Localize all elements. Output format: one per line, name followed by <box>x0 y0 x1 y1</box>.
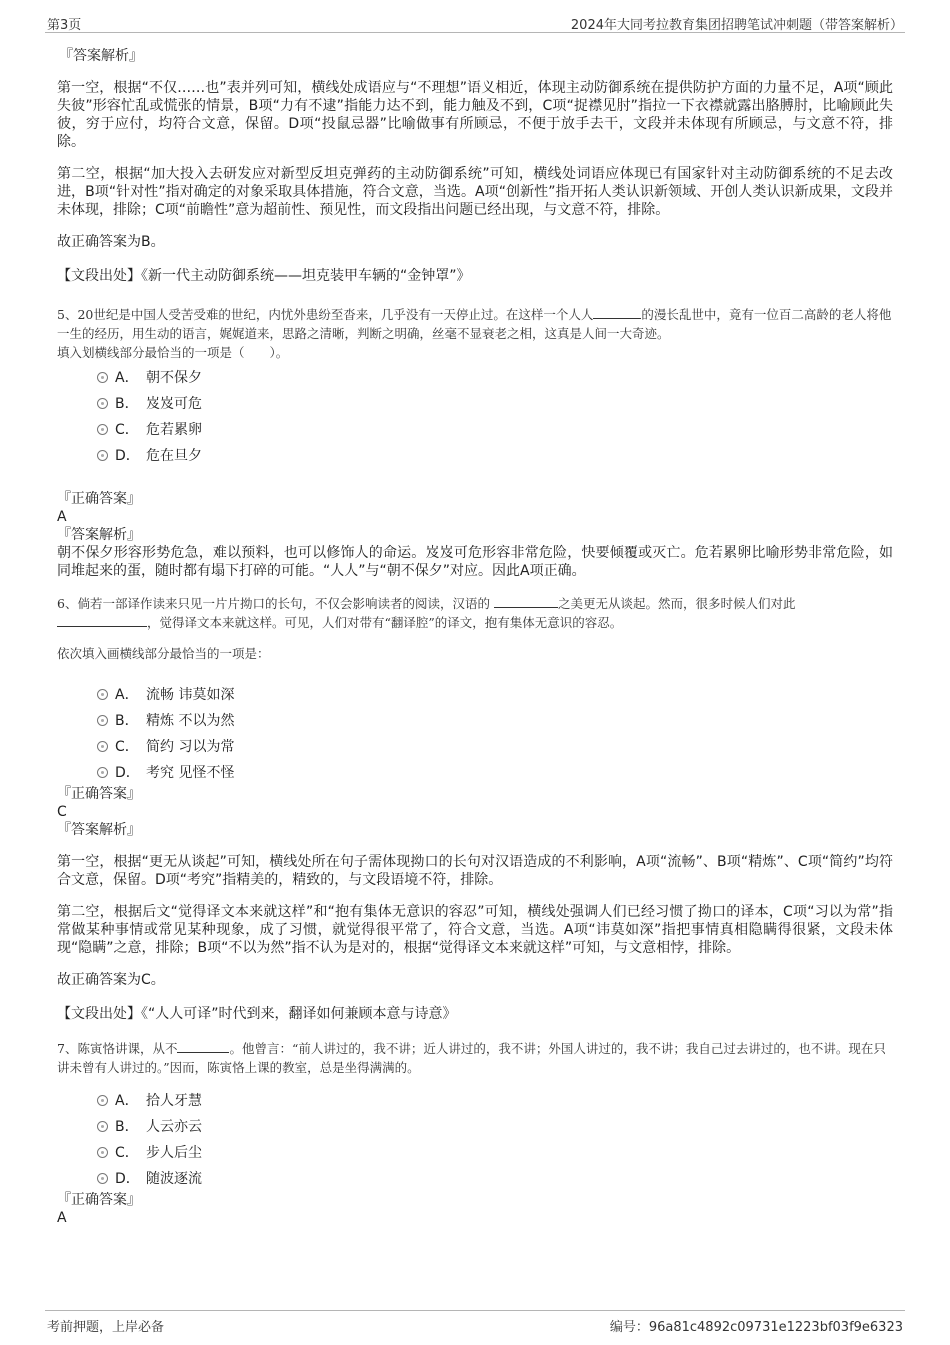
main-content <box>57 45 893 1227</box>
q4-analysis-p1: 第一空，根据“不仅……也”表并列可知，横线处成语应与“不理想”语义相近，体现主动防御系统在提供防护方面的力量不足，A项“顾此失彼”形容忙乱或慌张的情景，B项“力有不逮”指能力达不到，能力触及不到，C项“捉襟见肘”指拉一下衣襟就露出胳膊肘，比喻顾此失彼，穷于应付，均符合文意，保留。D项“投鼠忌器”比喻做事有所顾忌，不便于放手去干，文段并未体现有所顾忌，与文意不符，排除。 <box>57 80 893 150</box>
q6-answer: C <box>57 804 67 820</box>
q7-answer-label: 『正确答案』 <box>57 1192 141 1208</box>
q5-option-b[interactable]: B． 岌岌可危 <box>57 390 893 416</box>
page-header <box>45 10 905 33</box>
radio-icon[interactable] <box>97 1147 108 1158</box>
radio-icon[interactable] <box>97 1095 108 1106</box>
page-footer <box>45 1310 905 1335</box>
q7-option-c[interactable]: C． 步人后尘 <box>57 1139 893 1165</box>
document-title: 2024年大同考拉教育集团招聘笔试冲刺题（带答案解析） <box>570 18 903 33</box>
radio-icon[interactable] <box>97 372 108 383</box>
q6-blank-2 <box>57 614 147 627</box>
q5-option-a[interactable]: A． 朝不保夕 <box>57 364 893 390</box>
q5-analysis: 朝不保夕形容形势危急，难以预料，也可以修饰人的命运。岌岌可危形容非常危险，快要倾覆或灭亡。危若累卵比喻形势非常危险，如同堆起来的蛋，随时都有塌下打碎的可能。“人人”与“朝不保夕”对应。因此A项正确。 <box>57 545 893 579</box>
q5-analysis-label: 『答案解析』 <box>57 527 141 543</box>
q6-option-c[interactable]: C． 简约 习以为常 <box>57 733 893 759</box>
q7-option-d[interactable]: D． 随波逐流 <box>57 1165 893 1191</box>
q7-answer: A <box>57 1210 67 1226</box>
q5-answer-label: 『正确答案』 <box>57 491 141 507</box>
footer-slogan: 考前押题，上岸必备 <box>47 1320 165 1335</box>
q7-option-b[interactable]: B． 人云亦云 <box>57 1113 893 1139</box>
q4-analysis-p2: 第二空，根据“加大投入去研发应对新型反坦克弹药的主动防御系统”可知，横线处词语应体现已有国家针对主动防御系统的不足去改进，B项“针对性”指对确定的对象采取具体措施，符合文意，当选。A项“创新性”指开拓人类认识新领域、开创人类认识新成果，文段并未体现，排除；C项“前瞻性”意为超前性、预见性，而文段指出问题已经出现，与文意不符，排除。 <box>57 166 893 218</box>
radio-icon[interactable] <box>97 767 108 778</box>
radio-icon[interactable] <box>97 689 108 700</box>
q4-conclusion: 故正确答案为B。 <box>57 234 165 250</box>
q6-analysis-p1: 第一空，根据“更无从谈起”可知，横线处所在句子需体现拗口的长句对汉语造成的不利影响，A项“流畅”、B项“精炼”、C项“简约”均符合文意，保留。D项“考究”指精美的，精致的，与文段语境不符，排除。 <box>57 854 893 888</box>
q6-answer-label: 『正确答案』 <box>57 786 141 802</box>
q6-option-d[interactable]: D． 考究 见怪不怪 <box>57 759 893 785</box>
radio-icon[interactable] <box>97 715 108 726</box>
q5-blank <box>593 306 641 319</box>
q6-source: 【文段出处】《“人人可译”时代到来，翻译如何兼顾本意与诗意》 <box>57 1006 457 1022</box>
radio-icon[interactable] <box>97 450 108 461</box>
q5-answer: A <box>57 509 67 525</box>
q7-blank <box>177 1040 229 1053</box>
page-number: 第3页 <box>47 18 82 33</box>
q6-analysis-p2: 第二空，根据后文“觉得译文本来就这样”和“抱有集体无意识的容忍”可知，横线处强调人们已经习惯了拗口的译本，C项“习以为常”指常做某种事情或常见某种现象，成了习惯，就觉得很平常了，符合文意，当选。A项“讳莫如深”指把事情真相隐瞒得很紧，文段未体现“隐瞒”之意，排除；B项“不以为然”指不认为是对的，根据“觉得译文本来就这样”可知，与文意相悖，排除。 <box>57 904 893 956</box>
radio-icon[interactable] <box>97 1121 108 1132</box>
q6-prompt: 依次填入画横线部分最恰当的一项是： <box>57 646 270 661</box>
radio-icon[interactable] <box>97 741 108 752</box>
q4-analysis-label: 『答案解析』 <box>59 48 143 64</box>
q6-options <box>57 681 893 785</box>
q7-options <box>57 1087 893 1191</box>
radio-icon[interactable] <box>97 1173 108 1184</box>
q6-stem: 6、倘若一部译作读来只见一片片拗口的长句，不仅会影响读者的阅读，汉语的 之美更无从谈起。然而，很多时候人们对此 ，觉得译文本来就这样。可见，人们对带有“翻译腔”的译文，抱有集体无意识的容忍。 <box>57 596 796 630</box>
q7-stem: 7、陈寅恪讲课，从不 。他曾言：“前人讲过的，我不讲；近人讲过的，我不讲；外国人讲过的，我不讲；我自己过去讲过的，也不讲。现在只讲未曾有人讲过的。”因而，陈寅恪上课的教室，总是坐得满满的。 <box>57 1041 886 1075</box>
q5-stem: 5、20世纪是中国人受苦受难的世纪，内忧外患纷至沓来，几乎没有一天停止过。在这样一个人人 的漫长乱世中，竟有一位百二高龄的老人将他一生的经历，用生动的语言，娓娓道来，思路之清晰，判断之明确，丝毫不显衰老之相，这真是人间一大奇迹。 <box>57 307 892 341</box>
q6-analysis-label: 『答案解析』 <box>57 822 141 838</box>
q6-blank-1 <box>494 595 558 608</box>
radio-icon[interactable] <box>97 398 108 409</box>
q5-option-c[interactable]: C． 危若累卵 <box>57 416 893 442</box>
q5-option-d[interactable]: D． 危在旦夕 <box>57 442 893 468</box>
q7-option-a[interactable]: A． 拾人牙慧 <box>57 1087 893 1113</box>
q5-prompt: 填入划横线部分最恰当的一项是（ ）。 <box>57 345 289 360</box>
radio-icon[interactable] <box>97 424 108 435</box>
q6-option-a[interactable]: A． 流畅 讳莫如深 <box>57 681 893 707</box>
q4-source: 【文段出处】《新一代主动防御系统——坦克装甲车辆的“金钟罩”》 <box>57 268 471 284</box>
q6-option-b[interactable]: B． 精炼 不以为然 <box>57 707 893 733</box>
q5-options <box>57 364 893 468</box>
q6-conclusion: 故正确答案为C。 <box>57 972 165 988</box>
document-id: 编号：96a81c4892c09731e1223bf03f9e6323 <box>609 1320 903 1335</box>
